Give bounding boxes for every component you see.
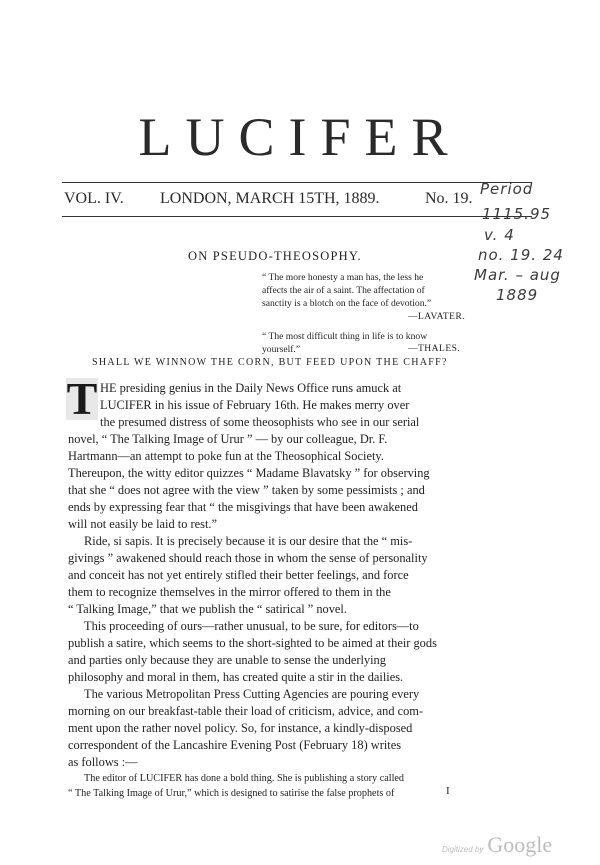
handwritten-line: v. 4: [484, 226, 515, 244]
epigraph-line: yourself.”: [262, 344, 301, 355]
watermark-prefix: Digitized by: [442, 845, 484, 854]
bottom-rule: [62, 216, 532, 217]
watermark-brand: Google: [487, 832, 553, 857]
body-line: ment upon the rather novel policy. So, for instance, a kindly-disposed: [68, 721, 413, 735]
body-line: LUCIFER in his issue of February 16th. He makes merry over: [100, 398, 410, 412]
issue-number: No. 19.: [425, 190, 473, 207]
body-line: Ride, si sapis. It is precisely because it is our desire that the “ mis-: [84, 534, 413, 548]
quote-line: “ The Talking Image of Urur,” which is designed to satirise the false prophets of: [68, 788, 395, 799]
place-date: LONDON, MARCH 15TH, 1889.: [160, 190, 380, 207]
quote-line: The editor of LUCIFER has done a bold thing. She is publishing a story called: [84, 773, 405, 784]
body-line: Thereupon, the witty editor quizzes “ Madame Blavatsky ” for observing: [68, 466, 430, 480]
body-line: The various Metropolitan Press Cutting Agencies are pouring every: [84, 687, 420, 701]
body-line: “ Talking Image,” that we publish the “ satirical ” novel.: [68, 602, 347, 616]
epigraph-line: “ The most difficult thing in life is to know: [262, 331, 428, 342]
body-line: novel, “ The Talking Image of Urur ” — by our colleague, Dr. F.: [68, 432, 388, 446]
body-line: correspondent of the Lancashire Evening Post (February 18) writes: [68, 738, 402, 752]
handwritten-line: Period: [480, 180, 534, 198]
drop-cap: T: [66, 373, 98, 424]
epigraph-line: “ The more honesty a man has, the less he: [262, 272, 424, 283]
epigraph-author: —LAVATER.: [408, 312, 466, 322]
body-line: ends by expressing fear that “ the misgivings that have been awakened: [68, 500, 418, 514]
masthead-title: LUCIFER: [138, 107, 462, 167]
handwritten-line: no. 19. 24: [478, 246, 564, 264]
handwritten-line: 1889: [496, 286, 539, 304]
handwritten-line: Mar. – aug: [474, 266, 561, 284]
body-line: This proceeding of ours—rather unusual, to be sure, for editors—to: [84, 619, 419, 633]
body-line: the presumed distress of some theosophists who see in our serial: [100, 415, 420, 429]
epigraph-author: —THALES.: [408, 344, 461, 354]
body-line: and conceit has not yet entirely stifled their better feelings, and force: [68, 568, 409, 582]
body-line: morning on our breakfast-table their load of criticism, advice, and com-: [68, 704, 424, 718]
epigraph-line: sanctity is a blotch on the face of devotion.”: [262, 298, 432, 309]
body-line: and parties only because they are unable to sense the underlying: [68, 653, 386, 667]
top-rule: [62, 182, 532, 183]
epigraph-line: affects the air of a saint. The affectation of: [262, 285, 425, 296]
page-number: I: [446, 785, 450, 797]
body-line: HE presiding genius in the Daily News Office runs amuck at: [100, 381, 402, 395]
body-line: philosophy and moral in them, has created quite a stir in the dailies.: [68, 670, 404, 684]
body-line: givings ” awakened should reach those in whom the sense of personality: [68, 551, 428, 565]
google-watermark: [442, 832, 552, 858]
handwritten-line: 1115.95: [482, 205, 552, 223]
volume-label: VOL. IV.: [64, 190, 124, 207]
article-title: ON PSEUDO-THEOSOPHY.: [188, 249, 362, 263]
body-line: that she “ does not agree with the view ” taken by some pessimists ; and: [68, 483, 425, 497]
body-line: as follows :—: [68, 755, 138, 769]
section-subheading: SHALL WE WINNOW THE CORN, BUT FEED UPON THE CHAFF?: [92, 357, 448, 368]
body-line: publish a satire, which seems to the short-sighted to be aimed at their gods: [68, 636, 437, 650]
body-line: Hartmann—an attempt to poke fun at the Theosophical Society.: [68, 449, 384, 463]
body-line: them to recognize themselves in the mirror offered to them in the: [68, 585, 391, 599]
body-line: will not easily be laid to rest.”: [68, 517, 217, 531]
